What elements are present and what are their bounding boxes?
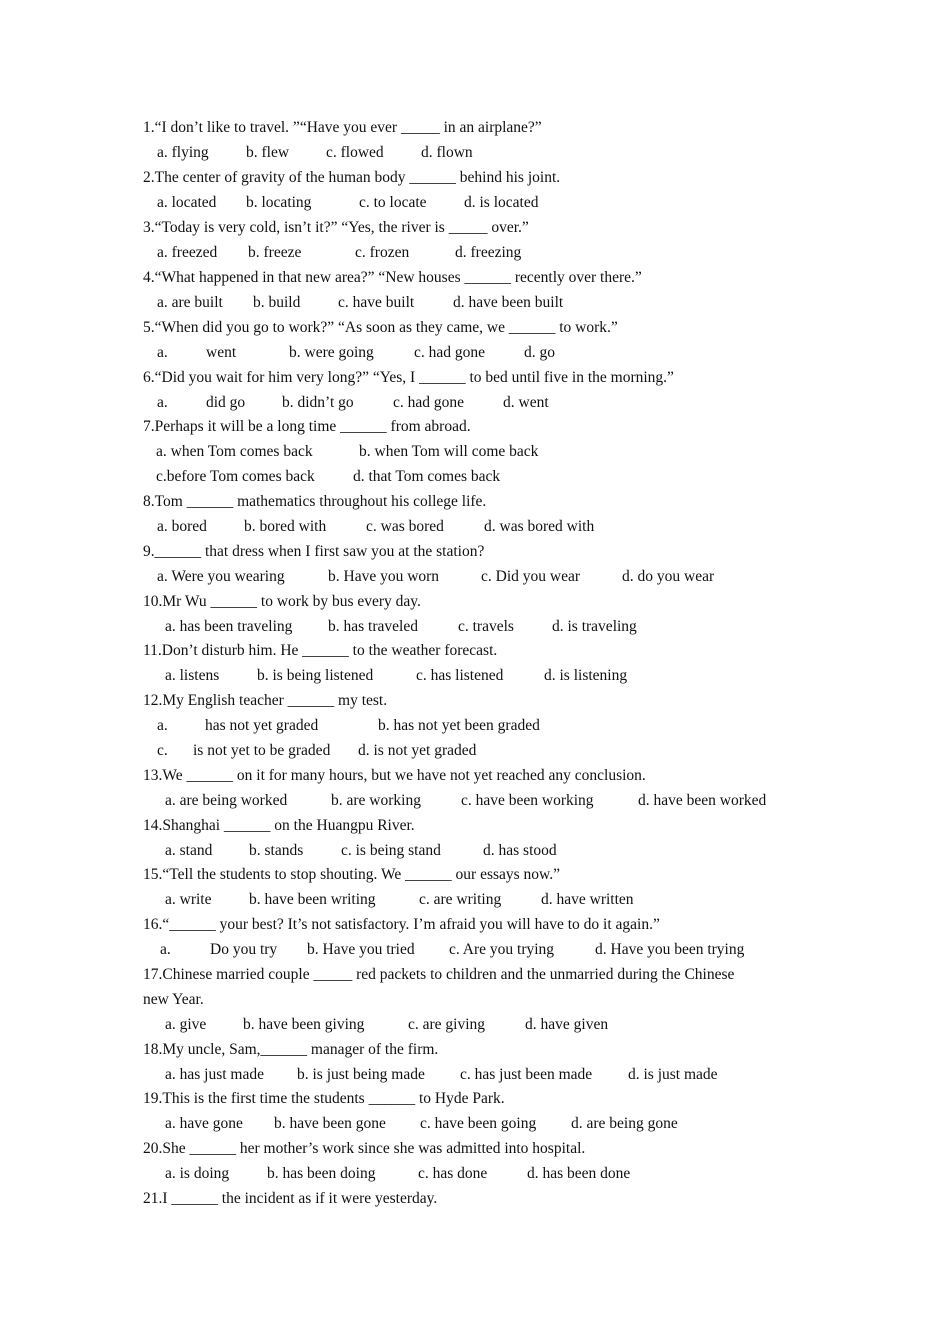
q19-option-d: d. are being gone: [571, 1115, 678, 1132]
q11-option-c: c. has listened: [416, 667, 504, 684]
q3-option-c: c. frozen: [355, 244, 410, 261]
q9-option-c: c. Did you wear: [481, 568, 580, 585]
q18-option-d: d. is just made: [628, 1066, 718, 1083]
q2-option-c: c. to locate: [359, 194, 427, 211]
q6-option-b: b. didn’t go: [282, 394, 354, 411]
q5-option-b: b. were going: [289, 344, 374, 361]
q5-option-a-text: went: [206, 344, 237, 361]
q1-option-c: c. flowed: [326, 144, 384, 161]
q2-option-a: a. located: [157, 194, 217, 211]
q17-option-c: c. are giving: [408, 1016, 486, 1033]
q9-option-a: a. Were you wearing: [157, 568, 285, 585]
q13-option-b: b. are working: [331, 792, 421, 809]
q3-option-d: d. freezing: [455, 244, 522, 261]
q17-option-d: d. have given: [525, 1016, 609, 1033]
q5-option-d: d. go: [524, 344, 555, 361]
q20-option-b: b. has been doing: [267, 1165, 376, 1182]
question-14-stem: 14.Shanghai ______ on the Huangpu River.: [143, 817, 415, 834]
q16-option-b: b. Have you tried: [307, 941, 415, 958]
q4-option-a: a. are built: [157, 294, 223, 311]
q5-option-a-letter: a.: [157, 344, 168, 361]
q15-option-d: d. have written: [541, 891, 634, 908]
q18-option-b: b. is just being made: [297, 1066, 425, 1083]
q16-option-c: c. Are you trying: [449, 941, 555, 958]
question-18-stem: 18.My uncle, Sam,______ manager of the firm.: [143, 1041, 439, 1058]
q9-option-d: d. do you wear: [622, 568, 715, 585]
q1-option-d: d. flown: [421, 144, 473, 161]
q2-option-d: d. is located: [464, 194, 539, 211]
q14-option-d: d. has stood: [483, 842, 557, 859]
q19-option-c: c. have been going: [420, 1115, 537, 1132]
question-1-stem: 1.“I don’t like to travel. ”“Have you ever _____ in an airplane?”: [143, 119, 542, 136]
q9-option-b: b. Have you worn: [328, 568, 440, 585]
q4-option-c: c. have built: [338, 294, 415, 311]
q6-option-d: d. went: [503, 394, 549, 411]
question-9-stem: 9.______ that dress when I first saw you at the station?: [143, 543, 485, 560]
question-10-stem: 10.Mr Wu ______ to work by bus every day.: [143, 593, 421, 610]
question-4-stem: 4.“What happened in that new area?” “New houses ______ recently over there.”: [143, 269, 642, 286]
q14-option-c: c. is being stand: [341, 842, 441, 859]
question-3-stem: 3.“Today is very cold, isn’t it?” “Yes, the river is _____ over.”: [143, 219, 529, 236]
q3-option-a: a. freezed: [157, 244, 218, 261]
q1-option-a: a. flying: [157, 144, 209, 161]
q19-option-b: b. have been gone: [274, 1115, 386, 1132]
question-21-stem: 21.I ______ the incident as if it were yesterday.: [143, 1190, 438, 1207]
q8-option-a: a. bored: [157, 518, 207, 535]
question-7-stem: 7.Perhaps it will be a long time ______ from abroad.: [143, 418, 471, 435]
q10-option-c: c. travels: [458, 618, 514, 635]
question-20-stem: 20.She ______ her mother’s work since she was admitted into hospital.: [143, 1140, 586, 1157]
q10-option-b: b. has traveled: [328, 618, 418, 635]
q3-option-b: b. freeze: [248, 244, 302, 261]
q12-option-a-letter: a.: [157, 717, 168, 734]
question-2-stem: 2.The center of gravity of the human body ______ behind his joint.: [143, 169, 561, 186]
q12-option-a-text: has not yet graded: [205, 717, 319, 734]
q8-option-c: c. was bored: [366, 518, 444, 535]
q17-option-b: b. have been giving: [243, 1016, 365, 1033]
q12-option-c-text: is not yet to be graded: [193, 742, 331, 759]
q11-option-b: b. is being listened: [257, 667, 374, 684]
question-17-stem-line-1: 17.Chinese married couple _____ red packets to children and the unmarried during the Chinese: [143, 966, 735, 983]
q14-option-a: a. stand: [165, 842, 213, 859]
q12-option-d: d. is not yet graded: [358, 742, 477, 759]
q13-option-c: c. have been working: [461, 792, 594, 809]
q7-option-a: a. when Tom comes back: [156, 443, 313, 460]
question-19-stem: 19.This is the first time the students ______ to Hyde Park.: [143, 1090, 505, 1107]
q20-option-c: c. has done: [418, 1165, 488, 1182]
q12-option-c-letter: c.: [157, 742, 168, 759]
q5-option-c: c. had gone: [414, 344, 486, 361]
q13-option-a: a. are being worked: [165, 792, 288, 809]
question-12-stem: 12.My English teacher ______ my test.: [143, 692, 388, 709]
q6-option-a-text: did go: [206, 394, 246, 411]
q1-option-b: b. flew: [246, 144, 290, 161]
q19-option-a: a. have gone: [165, 1115, 243, 1132]
q4-option-d: d. have been built: [453, 294, 564, 311]
q18-option-a: a. has just made: [165, 1066, 265, 1083]
q15-option-c: c. are writing: [419, 891, 502, 908]
q4-option-b: b. build: [253, 294, 301, 311]
q7-option-b: b. when Tom will come back: [359, 443, 539, 460]
question-6-stem: 6.“Did you wait for him very long?” “Yes, I ______ to bed until five in the morning.”: [143, 369, 674, 386]
q13-option-d: d. have been worked: [638, 792, 767, 809]
q17-option-a: a. give: [165, 1016, 207, 1033]
q2-option-b: b. locating: [246, 194, 312, 211]
question-11-stem: 11.Don’t disturb him. He ______ to the weather forecast.: [143, 642, 498, 659]
q20-option-a: a. is doing: [165, 1165, 230, 1182]
q16-option-d: d. Have you been trying: [595, 941, 745, 958]
q18-option-c: c. has just been made: [460, 1066, 593, 1083]
q11-option-d: d. is listening: [544, 667, 628, 684]
question-17-stem-line-2: new Year.: [143, 991, 204, 1008]
question-15-stem: 15.“Tell the students to stop shouting. We ______ our essays now.”: [143, 866, 560, 883]
q8-option-d: d. was bored with: [484, 518, 595, 535]
q7-option-d: d. that Tom comes back: [353, 468, 501, 485]
question-5-stem: 5.“When did you go to work?” “As soon as they came, we ______ to work.”: [143, 319, 618, 336]
q16-option-a-letter: a.: [160, 941, 171, 958]
q6-option-c: c. had gone: [393, 394, 465, 411]
q15-option-b: b. have been writing: [249, 891, 376, 908]
q7-option-c: c.before Tom comes back: [156, 468, 315, 485]
question-8-stem: 8.Tom ______ mathematics throughout his college life.: [143, 493, 487, 510]
q8-option-b: b. bored with: [244, 518, 327, 535]
question-16-stem: 16.“______ your best? It’s not satisfactory. I’m afraid you will have to do it again.”: [143, 916, 660, 933]
q11-option-a: a. listens: [165, 667, 220, 684]
q16-option-a-text: Do you try: [210, 941, 278, 958]
q10-option-d: d. is traveling: [552, 618, 637, 635]
question-13-stem: 13.We ______ on it for many hours, but we have not yet reached any conclusion.: [143, 767, 646, 784]
q6-option-a-letter: a.: [157, 394, 168, 411]
q10-option-a: a. has been traveling: [165, 618, 293, 635]
q12-option-b: b. has not yet been graded: [378, 717, 540, 734]
q14-option-b: b. stands: [249, 842, 304, 859]
q15-option-a: a. write: [165, 891, 212, 908]
q20-option-d: d. has been done: [527, 1165, 631, 1182]
